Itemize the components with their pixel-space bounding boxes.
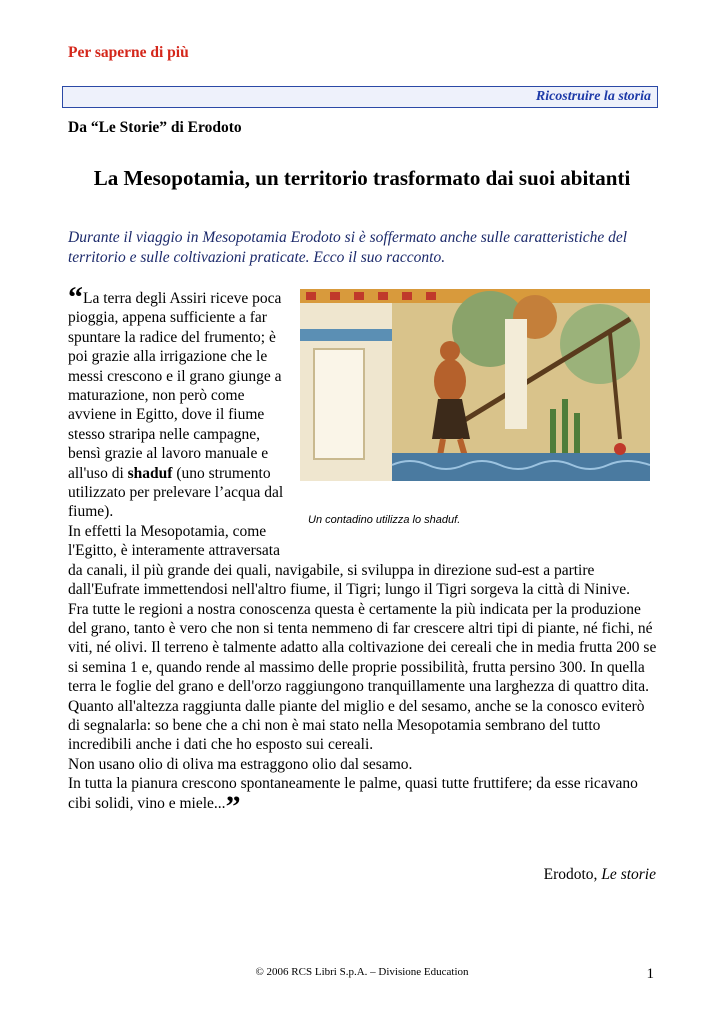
banner-label: Ricostruire la storia bbox=[535, 89, 651, 104]
figure-caption: Un contadino utilizza lo shaduf. bbox=[308, 514, 461, 526]
quote-paragraph-grain: Fra tutte le regioni a nostra conoscenza questa è certamente la più indicata per la produzione del grano, tanto è vero che non si tenta nemmeno di far crescere altri tipi di piante, né fichi, né viti, né olivi. Il terreno è talmente adatto alla coltivazione dei cereali che in media frutta 200 se si semina 1 e, quando rende al massimo delle proprie possibilità, frutta persino 300. In quella terra le foglie del grano e dell'orzo raggiungono tranquillamente una larghezza di quattro dita. Quanto all'altezza raggiunta dalle piante del miglio e del sesamo, anche se la conosco eviterò di segnalarla: so bene che a chi non è mai stato nella Mesopotamia sembrano del tutto incredibili anche i dati che ho esposto sui cereali. bbox=[68, 600, 657, 754]
figure bbox=[300, 289, 664, 537]
page-title: La Mesopotamia, un territorio trasformato dai suoi abitanti bbox=[93, 166, 631, 190]
signature-work: Le storie bbox=[601, 866, 656, 883]
signature bbox=[544, 866, 656, 884]
page-number: 1 bbox=[646, 966, 654, 982]
shaduf-term: shaduf bbox=[127, 464, 173, 482]
shaduf-painting bbox=[300, 289, 650, 481]
signature-author: Erodoto, bbox=[543, 866, 602, 883]
source-line: Da “Le Storie” di Erodoto bbox=[68, 119, 242, 136]
quote-body bbox=[68, 281, 660, 823]
section-banner bbox=[62, 86, 658, 108]
quote-paragraph-canals: In effetti la Mesopotamia, come l'Egitto, è interamente attraversata da canali, il più grande dei quali, navigabile, si sviluppa in direzione sud-est a partire dall'Eufrate immettendosi nell'altro fiume, il Tigri; lungo il Tigri sorgeva la città di Ninive. bbox=[68, 522, 630, 599]
open-quote-mark: “ bbox=[68, 281, 83, 314]
quote-lead-text: La terra degli Assiri riceve poca pioggia, appena sufficiente a far spuntare la radice del frumento; è poi grazie alla irrigazione che le messi crescono e il grano giunge a maturazione, non però come avviene in Egitto, dove il fiume stesso straripa nelle campagne, bensì grazie al lavoro manuale e all'uso di bbox=[68, 290, 282, 482]
quote-last-text: In tutta la pianura crescono spontaneamente le palme, quasi tutte fruttifere; da esse ricavano cibi solidi, vino e miele... bbox=[68, 775, 638, 812]
quote-lead-text-end: (uno strumento utilizzato per prelevare l’acqua dal fiume). bbox=[68, 464, 284, 521]
close-quote-mark: ” bbox=[225, 789, 241, 823]
quote-paragraph-oil: Non usano olio di oliva ma estraggono olio dal sesamo. bbox=[68, 755, 413, 773]
footer-copyright: © 2006 RCS Libri S.p.A. – Divisione Education bbox=[255, 966, 469, 978]
intro-text: Durante il viaggio in Mesopotamia Erodoto si è soffermato anche sulle caratteristiche del territorio e sulle coltivazioni praticate. Ecco il suo racconto. bbox=[68, 229, 628, 266]
quote-paragraph-palms bbox=[68, 774, 660, 823]
section-kicker: Per saperne di più bbox=[68, 44, 189, 61]
